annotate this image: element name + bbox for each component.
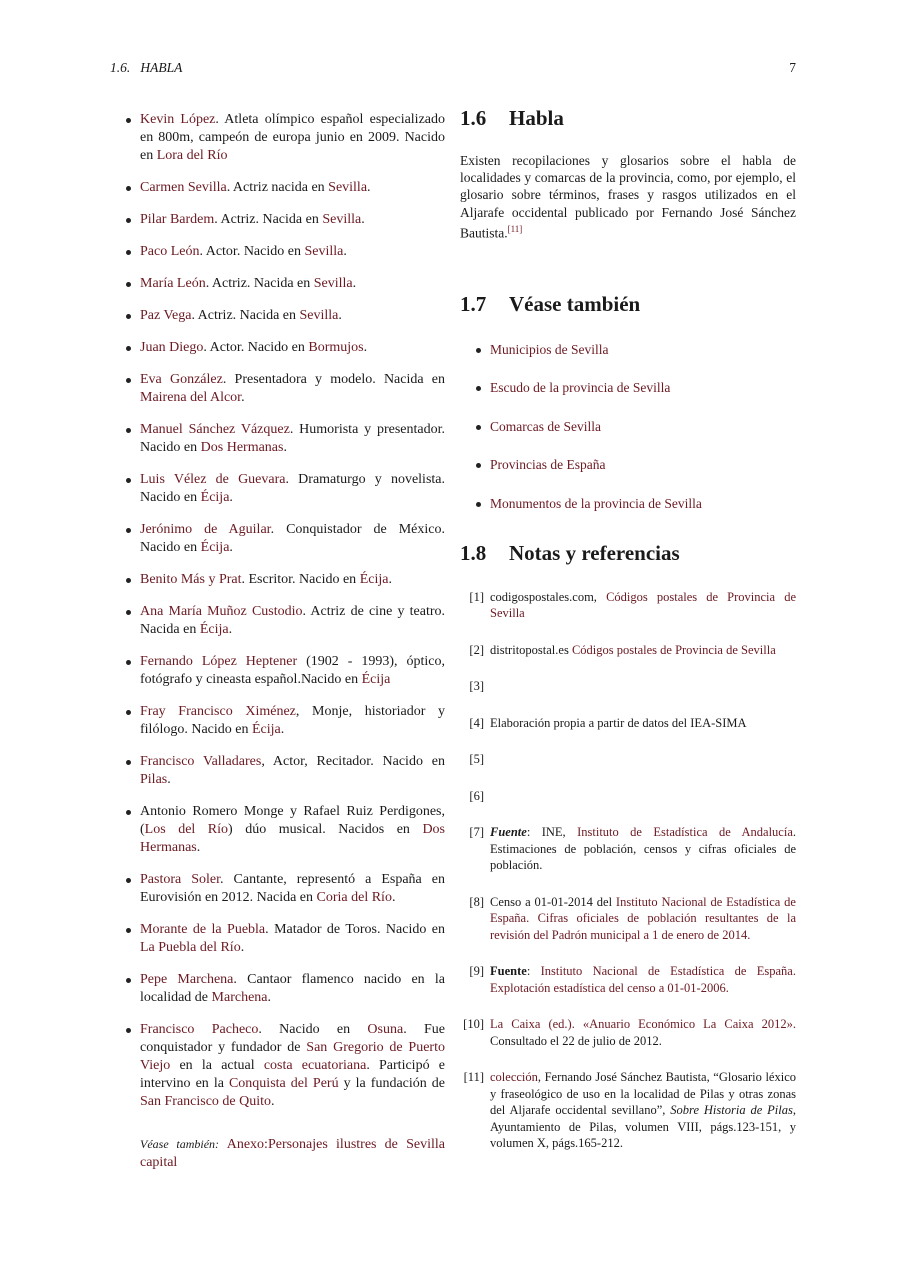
link[interactable]: Osuna [367,1022,404,1037]
text-segment: . Escritor. Nacido en [241,572,360,587]
link[interactable]: Paz Vega [140,308,192,323]
see-also-list [460,341,796,512]
link[interactable]: Luis Vélez de Guevara [140,472,286,487]
text-segment: Elaboración propia a partir de datos del IEA-SIMA [490,715,747,730]
text-segment: . [229,540,233,555]
section-number: 1.6 [460,106,487,130]
link[interactable]: Lora del Río [156,148,228,163]
text-segment: Consultado el 22 de julio de 2012. [490,1033,662,1048]
section-heading-notas [460,539,796,567]
list-item [140,243,445,261]
section-number: 1.8 [460,540,487,565]
list-item [140,111,445,165]
see-also-link[interactable]: Escudo de la provincia de Sevilla [490,380,671,396]
habla-text: Existen recopilaciones y glosarios sobre el habla de localidades y comarcas de la provincia, como, por ejemplo, el glosario sobre términos, frases y rasgos utilizados en el Aljarafe occidental publicado por Fernando José Sánchez Bautista. [460,153,796,241]
text-segment: . [283,440,287,455]
link[interactable]: Pilas [140,772,168,787]
text-segment: . [240,940,245,955]
reference-item [460,824,796,874]
link[interactable]: Écija [361,672,391,687]
text-segment: . [343,244,347,259]
link[interactable]: Códigos postales de Provincia de Sevilla [571,642,776,657]
link[interactable]: La Caixa (ed.). «Anuario Económico La Caixa 2012». [490,1017,796,1032]
section-title: Véase también [509,291,641,316]
text-segment: . Dramaturgo y novelista. Nacido en [140,472,445,505]
link[interactable]: San Gregorio de Puerto Viejo [140,1040,445,1073]
section-number: 1.7 [460,291,487,316]
text-segment: ) dúo musical. Nacidos en [228,822,423,837]
text-segment: en la actual [170,1058,264,1073]
see-also-link[interactable]: Anexo:Personajes ilustres de Sevilla capital [140,1137,445,1170]
text-segment: : INE, [526,825,578,840]
text-segment: . Actriz. Nacida en [214,212,323,227]
list-item [140,471,445,507]
list-item [140,803,445,857]
link[interactable]: Bormujos [308,340,364,355]
reference-item [460,589,796,622]
text-segment: . Matador de Toros. Nacido en [265,922,445,937]
reference-item [460,894,796,944]
text-segment: . [280,722,285,737]
list-item [460,341,796,358]
see-also-note [140,1135,445,1172]
link[interactable]: Instituto de Estadística de Andalucía [577,825,793,840]
see-also-link[interactable]: Provincias de España [490,457,606,473]
reference-number: [10] [463,1017,484,1032]
text-segment: Fuente [490,964,527,979]
link[interactable]: Pastora Soler [140,872,221,887]
reference-number: [7] [469,825,484,840]
text-segment: . [229,490,233,505]
link[interactable]: Kevin López [140,112,216,127]
habla-paragraph [460,152,796,242]
link[interactable]: Écija [359,572,389,587]
list-item [140,871,445,907]
section-title: Habla [509,106,564,130]
text-segment: . [391,890,396,905]
text-segment: , Monje, historiador y filólogo. Nacido en [140,704,445,737]
text-segment: . [241,390,245,405]
reference-item [460,788,796,805]
text-segment: , Fernando José Sánchez Bautista, “Glosario léxico y fraseológico de uso en la localidad de Pilas y otras zonas del Aljarafe occidental sevillano”, [490,1070,796,1118]
list-item [140,521,445,557]
list-item [140,307,445,325]
text-segment: : [526,964,541,979]
reference-number: [11] [463,1070,484,1085]
reference-item [460,1069,796,1152]
text-segment: y la fundación de [338,1076,445,1091]
list-item [140,179,445,197]
section-title: Notas y referencias [509,540,680,565]
list-item [140,211,445,229]
right-column [460,104,796,1172]
list-item [140,1021,445,1111]
text-segment: , Ayuntamiento de Pilas, volumen VIII, págs.123-151, y volumen X, págs.165-212. [490,1103,796,1151]
text-segment: . [352,276,357,291]
text-segment: . [271,1094,275,1109]
link[interactable]: Sevilla [328,180,368,195]
link[interactable]: Fray Francisco Ximénez [140,704,296,719]
text-segment: . Actriz nacida en [226,180,329,195]
list-item [140,921,445,957]
link[interactable]: Fernando López Heptener [140,654,298,669]
link[interactable]: Mairena del Alcor [140,390,242,405]
link[interactable]: Instituto Nacional de Estadística de España. Explotación estadística del censo a 01-01-2006. [490,964,796,995]
text-segment: . [388,572,392,587]
link[interactable]: Jerónimo de Aguilar [140,522,271,537]
see-also-prefix: Véase también: [140,1137,227,1151]
list-item [460,456,796,473]
link[interactable]: Dos Hermanas [140,822,445,855]
text-segment: , Actor, Recitador. Nacido en [261,754,445,769]
reference-item [460,751,796,768]
text-segment: Fuente [490,825,527,840]
link[interactable]: Écija [199,622,229,637]
citation-link[interactable]: [11] [507,223,523,234]
link[interactable]: costa ecuatoriana [263,1058,367,1073]
running-header [110,60,796,76]
link[interactable]: Paco León [140,244,200,259]
text-segment: . Nacido en [258,1022,368,1037]
link[interactable]: Sevilla [304,244,344,259]
text-segment: Sobre Historia de Pilas [670,1103,793,1118]
reference-item [460,963,796,996]
link[interactable]: Instituto Nacional de Estadística de España. Cifras oficiales de población resultantes de la revisión del Padrón municipal a 1 de enero de 2014. [490,894,796,942]
reference-item [460,642,796,659]
link[interactable]: Códigos postales de Provincia de Sevilla [490,589,796,621]
text-segment: . Estimaciones de población, censos y cifras oficiales de población. [490,825,796,873]
list-item [140,339,445,357]
link[interactable]: Eva González [140,372,223,387]
link[interactable]: Écija [200,540,230,555]
text-segment: . Actriz. Nacida en [205,276,314,291]
see-also-link[interactable]: Municipios de Sevilla [490,341,609,357]
text-segment: . Conquistador de México. Nacido en [140,522,446,555]
link[interactable]: Sevilla [313,276,353,291]
reference-item [460,715,796,732]
text-segment: . [363,340,368,355]
reference-number: [9] [469,964,484,979]
text-segment: . Humorista y presentador. Nacido en [140,422,446,455]
list-item [140,371,445,407]
link[interactable]: María León [140,276,206,291]
link[interactable]: Juan Diego [140,340,204,355]
text-segment: . [196,840,201,855]
list-item [140,421,445,457]
text-segment: Antonio Romero Monge y Rafael Ruiz Perdigones, ( [140,804,445,837]
link[interactable]: Morante de la Puebla [140,922,266,937]
text-segment: . Presentadora y modelo. Nacida en [222,372,445,387]
link[interactable]: La Puebla del Río [140,940,241,955]
link[interactable]: Francisco Valladares [140,754,262,769]
text-segment: . [367,180,371,195]
text-segment: (1902 - 1993), óptico, fotógrafo y cineasta español.Nacido en [140,654,445,687]
references-list [460,589,796,1152]
link[interactable]: Coria del Río [316,890,392,905]
text-segment: . Actor. Nacido en [199,244,305,259]
text-segment: . Actriz. Nacida en [191,308,300,323]
list-item [140,603,445,639]
text-segment: . [228,622,233,637]
link[interactable]: Pepe Marchena [140,972,234,987]
list-item [460,418,796,435]
reference-number: [6] [469,788,484,803]
see-also-link[interactable]: Comarcas de Sevilla [490,418,601,434]
text-segment: . Fue conquistador y fundador de [140,1022,445,1055]
reference-number: [1] [469,589,484,604]
reference-number: [8] [469,894,484,909]
text-segment: . [167,772,171,787]
link[interactable]: Los del Río [144,822,229,837]
text-segment: distritopostal.es [490,642,572,657]
text-segment: codigospostales.com, [490,589,607,604]
link[interactable]: Pilar Bardem [140,212,215,227]
link[interactable]: Francisco Pacheco [140,1022,259,1037]
text-segment: . Actor. Nacido en [203,340,309,355]
text-segment: . [338,308,342,323]
link[interactable]: colección [490,1070,538,1085]
link[interactable]: San Francisco de Quito [140,1094,272,1109]
header-section: 1.6. HABLA [110,60,183,75]
link[interactable]: Ana María Muñoz Custodio [140,604,303,619]
text-segment: . Cantaor flamenco nacido en la localidad de [140,972,445,1005]
people-list [140,111,445,1172]
reference-number: [4] [469,715,484,730]
reference-item [460,678,796,695]
reference-number: [3] [469,679,484,694]
reference-number: [2] [469,642,484,657]
link[interactable]: Sevilla [299,308,339,323]
list-item [140,703,445,739]
link[interactable]: Écija [200,490,230,505]
link[interactable]: Conquista del Perú [228,1076,339,1091]
list-item [140,653,445,689]
text-segment: . [361,212,365,227]
text-segment: . [267,990,271,1005]
list-item [140,971,445,1007]
link[interactable]: Benito Más y Prat [140,572,242,587]
link[interactable]: Carmen Sevilla [140,180,227,195]
link[interactable]: Manuel Sánchez Vázquez [140,422,290,437]
link[interactable]: Sevilla [322,212,362,227]
text-segment: . Actriz de cine y teatro. Nacida en [140,604,446,637]
section-heading-vease [460,290,796,318]
list-item [460,495,796,512]
see-also-link[interactable]: Monumentos de la provincia de Sevilla [490,495,702,511]
section-heading-habla [460,104,796,132]
page-number: 7 [789,60,796,75]
text-segment: Censo a 01-01-2014 del [490,894,616,909]
link[interactable]: Dos Hermanas [200,440,284,455]
list-item [140,275,445,293]
list-item [140,571,445,589]
list-item [460,379,796,396]
reference-number: [5] [469,752,484,767]
reference-item [460,1016,796,1049]
text-segment: . Atleta olímpico español especializado en 800m, campeón de europa junio en 2009. Nacido en [140,112,446,163]
link[interactable]: Écija [251,722,281,737]
text-segment: . Participó e intervino en la [140,1058,445,1091]
list-item [140,753,445,789]
link[interactable]: Marchena [211,990,268,1005]
text-segment: . Cantante, representó a España en Eurovisión en 2012. Nacida en [140,872,445,905]
